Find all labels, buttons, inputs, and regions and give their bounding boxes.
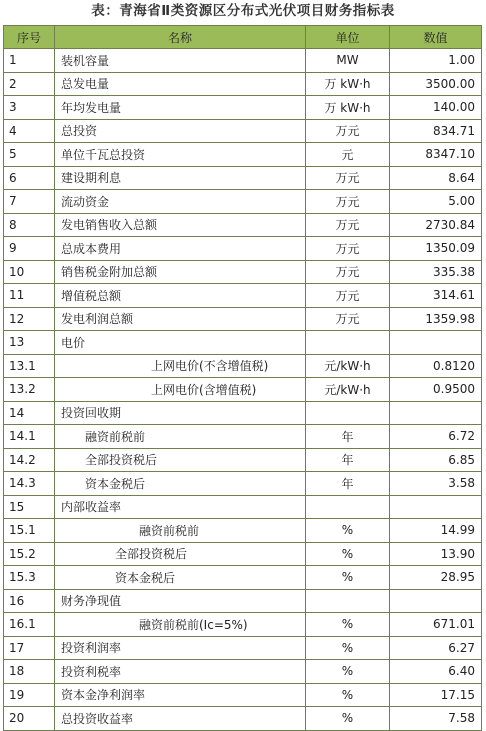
row-number: 14.1 [4, 425, 55, 449]
row-value: 14.99 [390, 519, 482, 543]
table-row [4, 331, 482, 355]
table-row [4, 284, 482, 308]
row-name: 发电销售收入总额 [55, 213, 306, 237]
table-body [4, 49, 482, 731]
row-number: 13.2 [4, 378, 55, 402]
row-value [390, 495, 482, 519]
row-unit: 万元 [306, 260, 390, 284]
row-unit: 万元 [306, 284, 390, 308]
row-number: 16 [4, 589, 55, 613]
table-row [4, 237, 482, 261]
row-number: 5 [4, 143, 55, 167]
table-row [4, 660, 482, 684]
row-name: 销售税金附加总额 [55, 260, 306, 284]
row-unit: 万元 [306, 119, 390, 143]
table-row [4, 354, 482, 378]
table-row [4, 213, 482, 237]
row-number: 8 [4, 213, 55, 237]
table-row [4, 96, 482, 120]
row-unit: % [306, 636, 390, 660]
financial-indicators-table [3, 25, 482, 731]
row-name: 总发电量 [55, 72, 306, 96]
row-value: 13.90 [390, 542, 482, 566]
row-number: 16.1 [4, 613, 55, 637]
row-value: 0.9500 [390, 378, 482, 402]
header-no: 序号 [4, 26, 55, 49]
row-value: 1350.09 [390, 237, 482, 261]
row-value: 1359.98 [390, 307, 482, 331]
table-header-row [4, 26, 482, 49]
row-unit: % [306, 660, 390, 684]
row-value: 5.00 [390, 190, 482, 214]
table-row [4, 49, 482, 73]
row-number: 20 [4, 707, 55, 731]
row-unit: 万元 [306, 307, 390, 331]
table-row [4, 166, 482, 190]
row-value [390, 401, 482, 425]
table-row [4, 566, 482, 590]
row-unit: % [306, 542, 390, 566]
table-row [4, 307, 482, 331]
table-row [4, 401, 482, 425]
row-name: 上网电价(含增值税) [55, 378, 306, 402]
table-row [4, 260, 482, 284]
row-number: 17 [4, 636, 55, 660]
row-name: 上网电价(不含增值税) [55, 354, 306, 378]
table-row [4, 143, 482, 167]
row-number: 15 [4, 495, 55, 519]
row-name: 投资回收期 [55, 401, 306, 425]
table-row [4, 495, 482, 519]
row-unit: 年 [306, 425, 390, 449]
row-unit: 万 kW·h [306, 72, 390, 96]
row-name: 全部投资税后 [55, 542, 306, 566]
row-number: 6 [4, 166, 55, 190]
row-number: 9 [4, 237, 55, 261]
row-number: 14.3 [4, 472, 55, 496]
row-number: 7 [4, 190, 55, 214]
row-number: 18 [4, 660, 55, 684]
row-number: 13 [4, 331, 55, 355]
row-name: 资本金净利润率 [55, 683, 306, 707]
row-value: 335.38 [390, 260, 482, 284]
row-unit: MW [306, 49, 390, 73]
row-unit [306, 495, 390, 519]
row-unit: 万 kW·h [306, 96, 390, 120]
table-title: 表：青海省Ⅱ类资源区分布式光伏项目财务指标表 [91, 3, 395, 19]
row-name: 年均发电量 [55, 96, 306, 120]
header-value: 数值 [390, 26, 482, 49]
table-row [4, 448, 482, 472]
row-name: 资本金税后 [55, 472, 306, 496]
row-value: 3500.00 [390, 72, 482, 96]
row-name: 投资利润率 [55, 636, 306, 660]
row-value: 0.8120 [390, 354, 482, 378]
row-name: 总成本费用 [55, 237, 306, 261]
row-name: 总投资 [55, 119, 306, 143]
row-name: 财务净现值 [55, 589, 306, 613]
row-value: 7.58 [390, 707, 482, 731]
row-name: 建设期利息 [55, 166, 306, 190]
table-row [4, 378, 482, 402]
row-name: 全部投资税后 [55, 448, 306, 472]
row-unit: 万元 [306, 237, 390, 261]
row-number: 15.3 [4, 566, 55, 590]
row-name: 装机容量 [55, 49, 306, 73]
row-value: 28.95 [390, 566, 482, 590]
table-row [4, 542, 482, 566]
row-number: 4 [4, 119, 55, 143]
row-value: 3.58 [390, 472, 482, 496]
row-number: 12 [4, 307, 55, 331]
row-number: 1 [4, 49, 55, 73]
row-number: 13.1 [4, 354, 55, 378]
row-unit [306, 589, 390, 613]
row-unit: 万元 [306, 166, 390, 190]
row-unit [306, 401, 390, 425]
row-name: 内部收益率 [55, 495, 306, 519]
row-value: 1.00 [390, 49, 482, 73]
row-number: 11 [4, 284, 55, 308]
row-number: 15.2 [4, 542, 55, 566]
table-row [4, 707, 482, 731]
row-value [390, 331, 482, 355]
row-unit: % [306, 519, 390, 543]
row-value [390, 589, 482, 613]
row-value: 671.01 [390, 613, 482, 637]
row-name: 流动资金 [55, 190, 306, 214]
row-number: 14 [4, 401, 55, 425]
row-name: 融资前税前 [55, 425, 306, 449]
row-value: 6.27 [390, 636, 482, 660]
row-value: 314.61 [390, 284, 482, 308]
row-name: 发电利润总额 [55, 307, 306, 331]
table-row [4, 519, 482, 543]
row-value: 17.15 [390, 683, 482, 707]
row-name: 融资前税前(Ic=5%) [55, 613, 306, 637]
row-number: 19 [4, 683, 55, 707]
row-unit: % [306, 707, 390, 731]
row-unit: 年 [306, 448, 390, 472]
row-value: 8.64 [390, 166, 482, 190]
row-unit: % [306, 683, 390, 707]
row-value: 2730.84 [390, 213, 482, 237]
header-name: 名称 [55, 26, 306, 49]
table-row [4, 425, 482, 449]
row-name: 电价 [55, 331, 306, 355]
row-number: 15.1 [4, 519, 55, 543]
row-name: 投资利税率 [55, 660, 306, 684]
row-value: 834.71 [390, 119, 482, 143]
table-row [4, 190, 482, 214]
row-number: 2 [4, 72, 55, 96]
row-number: 3 [4, 96, 55, 120]
row-name: 单位千瓦总投资 [55, 143, 306, 167]
row-unit: 元/kW·h [306, 378, 390, 402]
row-name: 资本金税后 [55, 566, 306, 590]
row-value: 6.40 [390, 660, 482, 684]
row-name: 总投资收益率 [55, 707, 306, 731]
row-number: 10 [4, 260, 55, 284]
row-value: 6.85 [390, 448, 482, 472]
table-row [4, 613, 482, 637]
row-unit: 万元 [306, 190, 390, 214]
row-unit: 元 [306, 143, 390, 167]
header-unit: 单位 [306, 26, 390, 49]
table-row [4, 636, 482, 660]
row-value: 140.00 [390, 96, 482, 120]
row-unit: 年 [306, 472, 390, 496]
row-unit: % [306, 566, 390, 590]
row-name: 增值税总额 [55, 284, 306, 308]
row-number: 14.2 [4, 448, 55, 472]
row-name: 融资前税前 [55, 519, 306, 543]
row-unit [306, 331, 390, 355]
table-row [4, 472, 482, 496]
table-row [4, 683, 482, 707]
row-value: 8347.10 [390, 143, 482, 167]
row-unit: 元/kW·h [306, 354, 390, 378]
table-row [4, 119, 482, 143]
table-row [4, 589, 482, 613]
row-value: 6.72 [390, 425, 482, 449]
table-row [4, 72, 482, 96]
row-unit: % [306, 613, 390, 637]
row-unit: 万元 [306, 213, 390, 237]
